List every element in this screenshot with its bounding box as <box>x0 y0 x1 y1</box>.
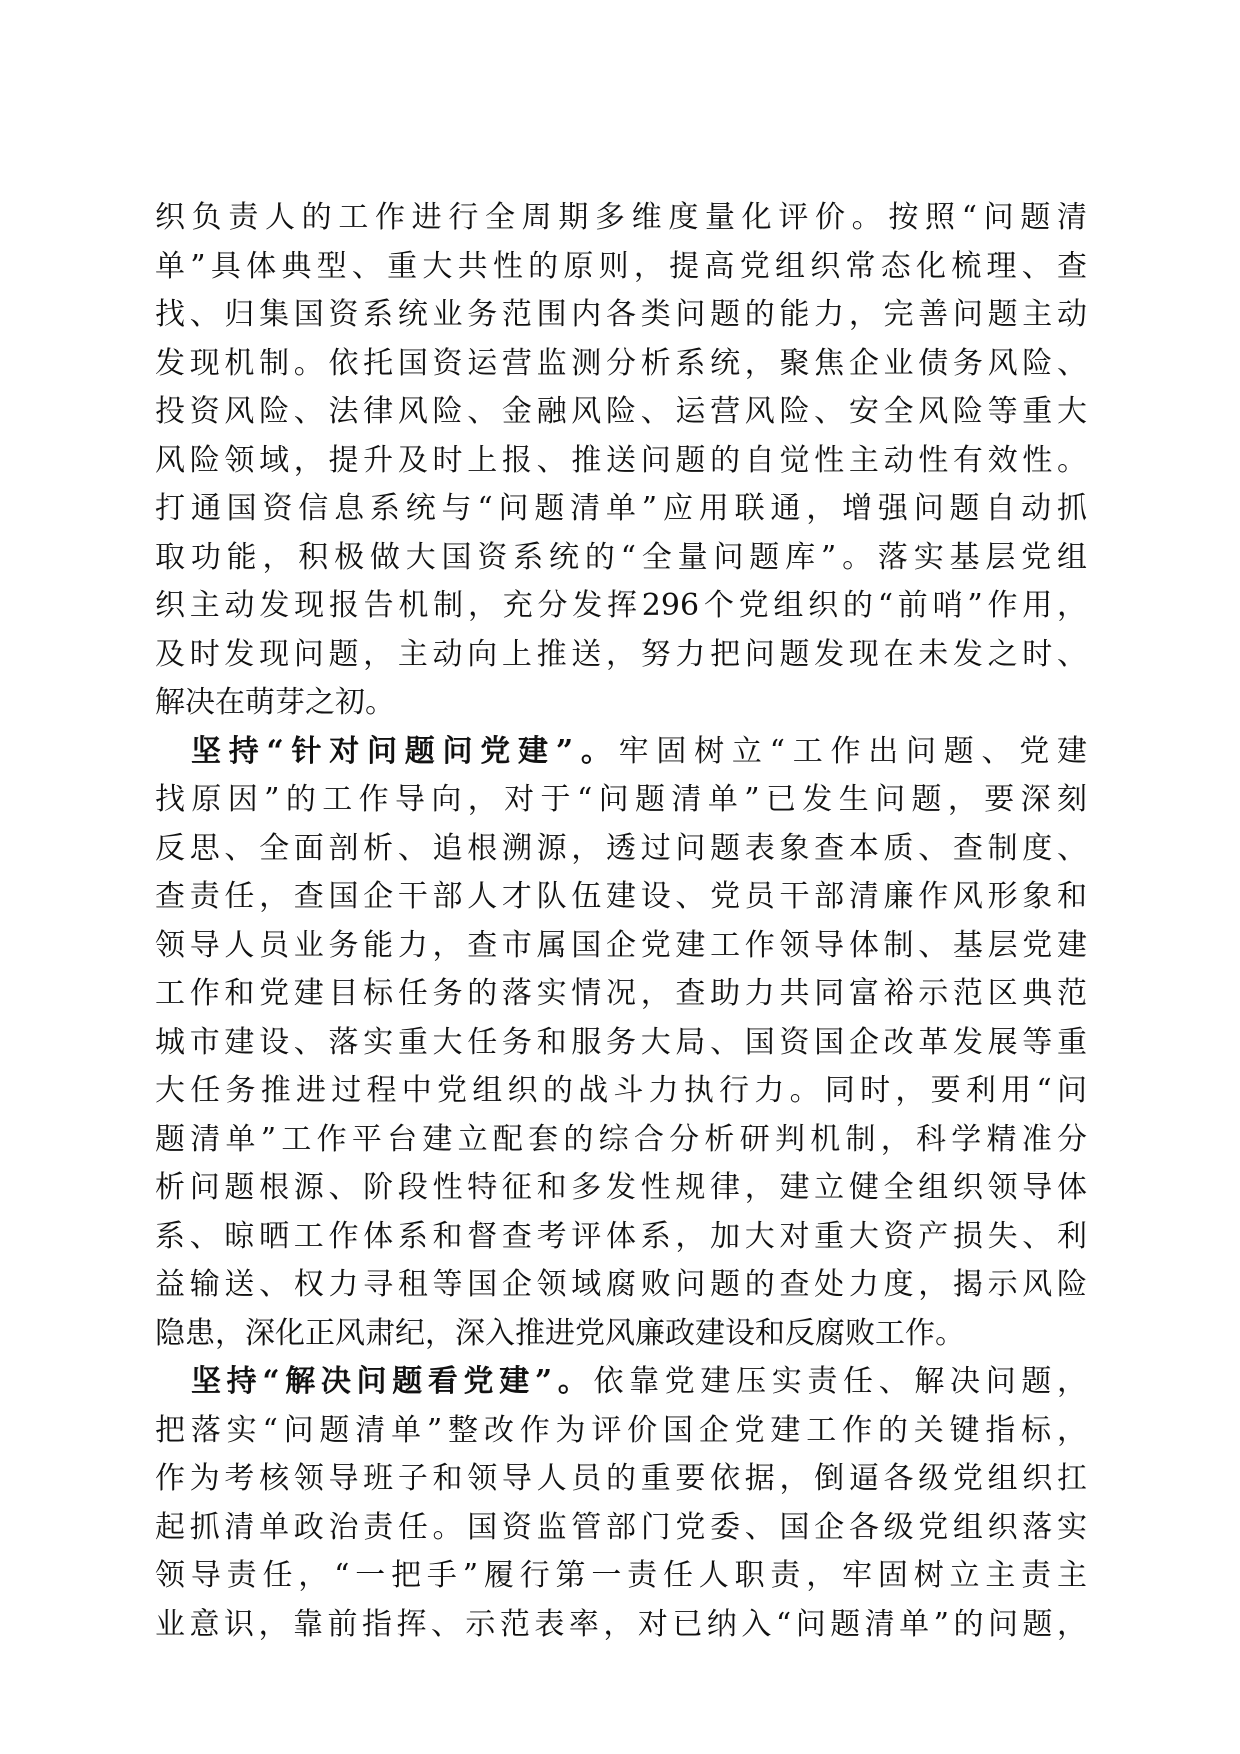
line-text: 业意识，靠前指挥、示范表率，对已纳入“问题清单”的问题， <box>155 1606 1087 1642</box>
line-text: 益输送、权力寻租等国企领域腐败问题的查处力度，揭示风险 <box>155 1267 1087 1302</box>
text-line <box>155 728 1087 777</box>
text-line <box>155 582 1087 631</box>
text-line <box>155 873 1087 922</box>
line-text: 大任务推进过程中党组织的战斗力执行力。同时，要利用“问 <box>155 1073 1087 1108</box>
text-line <box>155 1601 1087 1650</box>
text-line <box>155 291 1087 340</box>
line-text: 析问题根源、阶段性特征和多发性规律，建立健全组织领导体 <box>155 1170 1087 1205</box>
line-text: 取功能，积极做大国资系统的“全量问题库”。落实基层党组 <box>155 539 1087 575</box>
line-text: 隐患，深化正风肃纪，深入推进党风廉政建设和反腐败工作。 <box>155 1315 965 1351</box>
line-text: 找原因”的工作导向，对于“问题清单”已发生问题，要深刻 <box>155 782 1087 817</box>
text-line <box>155 534 1087 583</box>
line-text: 城市建设、落实重大任务和服务大局、国资国企改革发展等重 <box>155 1024 1087 1060</box>
text-line <box>155 1164 1087 1213</box>
text-line <box>155 243 1087 292</box>
line-text: 解决在萌芽之初。 <box>155 685 395 720</box>
line-text: 依靠党建压实责任、解决问题， <box>593 1364 1088 1399</box>
document-body <box>155 194 1087 1649</box>
line-text: 起抓清单政治责任。国资监管部门党委、国企各级党组织落实 <box>155 1509 1087 1545</box>
line-text: 作为考核领导班子和领导人员的重要依据，倒逼各级党组织扛 <box>155 1461 1087 1496</box>
bold-heading: 坚持“解决问题看党建”。 <box>191 1364 594 1399</box>
text-line <box>155 776 1087 825</box>
text-line <box>155 388 1087 437</box>
line-text: 系、晾晒工作体系和督查考评体系，加大对重大资产损失、利 <box>155 1218 1087 1254</box>
bold-heading: 坚持“针对问题问党建”。 <box>191 733 619 769</box>
line-text: 单”具体典型、重大共性的原则，提高党组织常态化梳理、查 <box>155 248 1087 284</box>
text-line <box>155 1213 1087 1262</box>
text-line <box>155 1019 1087 1068</box>
text-line <box>155 340 1087 389</box>
line-text: 领导人员业务能力，查市属国企党建工作领导体制、基层党建 <box>155 927 1087 963</box>
line-text: 打通国资信息系统与“问题清单”应用联通，增强问题自动抓 <box>155 491 1087 526</box>
text-line <box>155 825 1087 874</box>
text-line <box>155 631 1087 680</box>
line-text: 领导责任，“一把手”履行第一责任人职责，牢固树立主责主 <box>155 1558 1087 1593</box>
line-text: 工作和党建目标任务的落实情况，查助力共同富裕示范区典范 <box>155 976 1087 1011</box>
line-text: 投资风险、法律风险、金融风险、运营风险、安全风险等重大 <box>155 394 1087 429</box>
text-line <box>155 679 1087 728</box>
line-text: 找、归集国资系统业务范围内各类问题的能力，完善问题主动 <box>155 297 1087 332</box>
text-line <box>155 437 1087 486</box>
line-text: 风险领域，提升及时上报、推送问题的自觉性主动性有效性。 <box>155 442 1087 478</box>
text-line <box>155 1504 1087 1553</box>
text-line <box>155 485 1087 534</box>
line-text: 及时发现问题，主动向上推送，努力把问题发现在未发之时、 <box>155 636 1087 672</box>
text-line <box>155 1358 1087 1407</box>
line-text: 查责任，查国企干部人才队伍建设、党员干部清廉作风形象和 <box>155 879 1087 914</box>
line-text: 发现机制。依托国资运营监测分析系统，聚焦企业债务风险、 <box>155 345 1087 381</box>
text-line <box>155 1407 1087 1456</box>
line-text: 织负责人的工作进行全周期多维度量化评价。按照“问题清 <box>155 200 1087 235</box>
text-line <box>155 1310 1087 1359</box>
text-line <box>155 922 1087 971</box>
line-text: 织主动发现报告机制，充分发挥296个党组织的“前哨”作用， <box>155 588 1087 623</box>
line-text: 反思、全面剖析、追根溯源，透过问题表象查本质、查制度、 <box>155 830 1087 866</box>
text-line <box>155 1455 1087 1504</box>
line-text: 牢固树立“工作出问题、党建 <box>618 733 1088 769</box>
text-line <box>155 1116 1087 1165</box>
text-line <box>155 1067 1087 1116</box>
line-text: 题清单”工作平台建立配套的综合分析研判机制，科学精准分 <box>155 1121 1087 1157</box>
text-line <box>155 194 1087 243</box>
text-line <box>155 1552 1087 1601</box>
text-line <box>155 1261 1087 1310</box>
text-line <box>155 970 1087 1019</box>
line-text: 把落实“问题清单”整改作为评价国企党建工作的关键指标， <box>155 1412 1087 1448</box>
